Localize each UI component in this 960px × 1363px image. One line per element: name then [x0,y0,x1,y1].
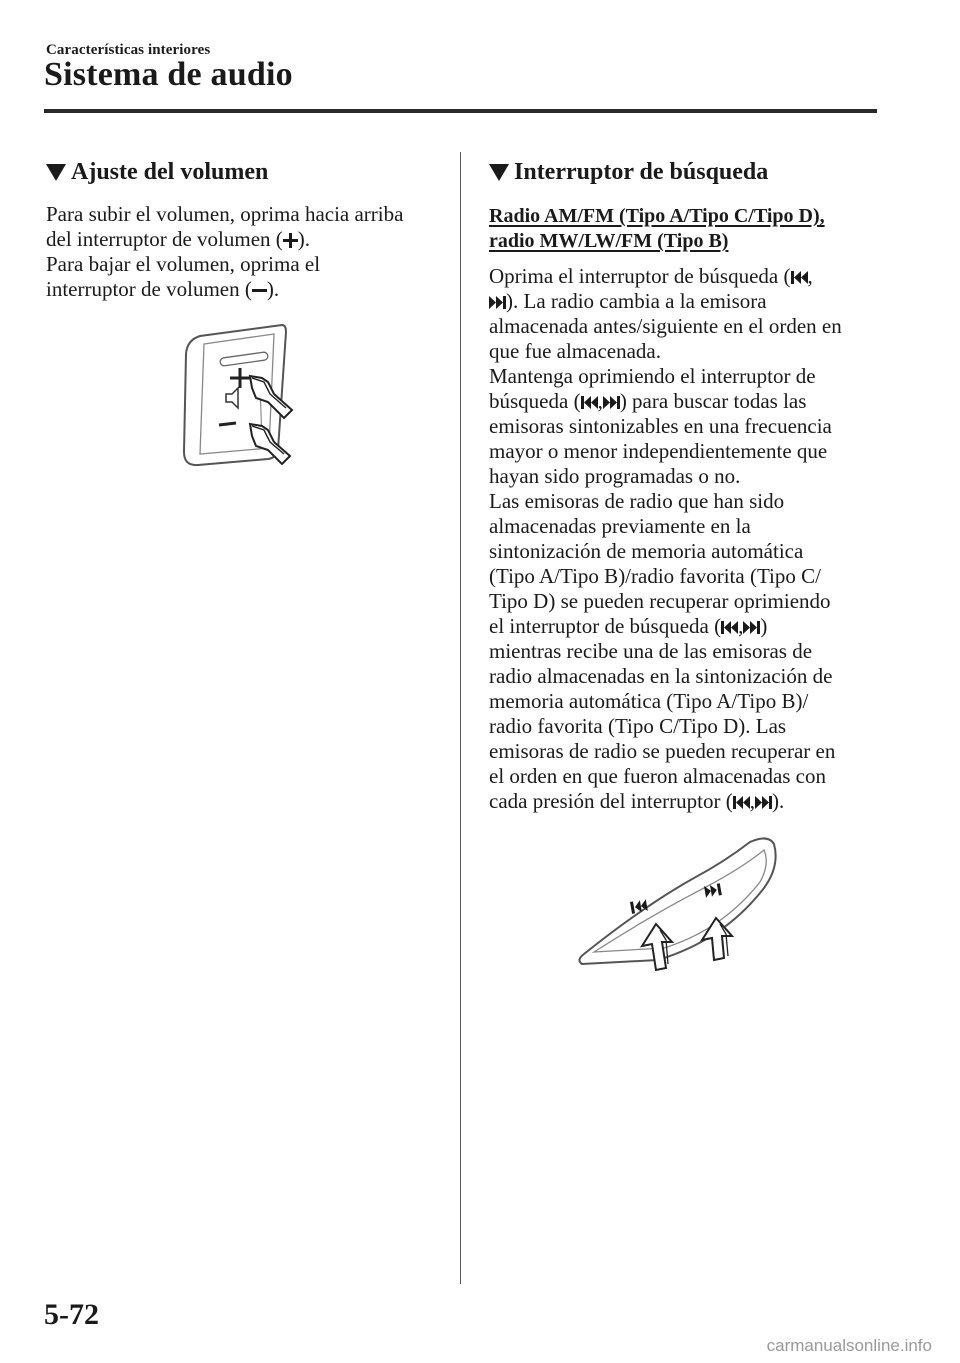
triangle-bullet-icon [488,162,510,182]
text-line [489,789,889,814]
seek-heading [489,152,889,192]
seek-subheading [489,204,889,254]
text-line [489,614,889,639]
text-fragment: interruptor de volumen ( [46,277,252,301]
text-line: (Tipo A/Tipo B)/radio favorita (Tipo C/ [489,564,821,588]
text-line [489,289,889,314]
text-fragment: Oprima el interruptor de búsqueda ( [489,264,791,288]
text-fragment: , [807,264,813,288]
seek-forward-icon [603,391,620,416]
watermark: carmanualsonline.info [766,1336,932,1355]
text-line: mayor o menor independientemente que [489,439,828,463]
seek-forward-icon [755,791,772,816]
volume-section [46,152,446,302]
plus-icon [283,229,298,254]
seek-heading-text: Interruptor de búsqueda [514,159,769,185]
text-line: almacenada antes/siguiente en el orden en [489,314,842,338]
volume-heading [46,152,446,192]
text-fragment: búsqueda ( [489,389,581,413]
text-line: Las emisoras de radio que han sido [489,489,785,513]
text-fragment: el interruptor de búsqueda ( [489,614,722,638]
text-fragment: ). [297,227,311,251]
text-line: radio favorita (Tipo C/Tipo D). Las [489,714,787,738]
text-line: Para subir el volumen, oprima hacia arriba [46,202,404,226]
text-line: memoria automática (Tipo A/Tipo B)/ [489,689,809,713]
seek-section [489,152,889,814]
text-fragment: ). La radio cambia a la emisora [506,289,767,313]
text-line: radio almacenadas en la sintonización de [489,664,833,688]
triangle-bullet-icon [45,162,67,182]
seek-back-icon [733,791,750,816]
header-rule [44,109,877,113]
text-fragment: ). [772,789,785,813]
section-label: Características interiores [46,42,211,58]
text-line [46,227,446,252]
seek-subheading-line: radio MW/LW/FM (Tipo B) [489,230,729,252]
text-fragment: ) [760,614,768,638]
seek-switch-illustration [574,836,780,976]
seek-back-icon [581,391,598,416]
text-fragment: del interruptor de volumen ( [46,227,283,251]
text-line: que fue almacenada. [489,339,661,363]
volume-text [46,202,446,302]
text-line: hayan sido programadas o no. [489,464,741,488]
seek-subheading-line: Radio AM/FM (Tipo A/Tipo C/Tipo D), [489,205,825,227]
seek-text [489,264,889,814]
text-line: el orden en que fueron almacenadas con [489,764,827,788]
text-line: emisoras de radio se pueden recuperar en [489,739,836,763]
seek-back-icon [791,266,808,291]
text-line [489,389,889,414]
seek-forward-icon [743,616,760,641]
page-number: 5-72 [44,1298,99,1331]
text-line: sintonización de memoria automática [489,539,804,563]
text-fragment: , [597,389,603,413]
seek-forward-icon [489,291,506,316]
minus-icon [252,279,267,304]
text-line: Mantenga oprimiendo el interruptor de [489,364,816,388]
text-fragment: cada presión del interruptor ( [489,789,733,813]
text-fragment: ). [266,277,280,301]
text-line: mientras recibe una de las emisoras de [489,639,813,663]
text-line [46,277,446,302]
text-line: emisoras sintonizables en una frecuencia [489,414,832,438]
text-line [489,264,889,289]
text-line: Tipo D) se pueden recuperar oprimiendo [489,589,831,613]
text-line: almacenadas previamente en la [489,514,751,538]
text-line: Para bajar el volumen, oprima el [46,252,321,276]
page-title: Sistema de audio [44,56,293,93]
text-fragment: , [738,614,744,638]
volume-heading-text: Ajuste del volumen [71,159,269,185]
seek-back-icon [721,616,738,641]
text-fragment: ) para buscar todas las [619,389,807,413]
volume-switch-illustration [176,322,306,470]
column-divider [460,152,461,1284]
text-fragment: , [749,789,755,813]
